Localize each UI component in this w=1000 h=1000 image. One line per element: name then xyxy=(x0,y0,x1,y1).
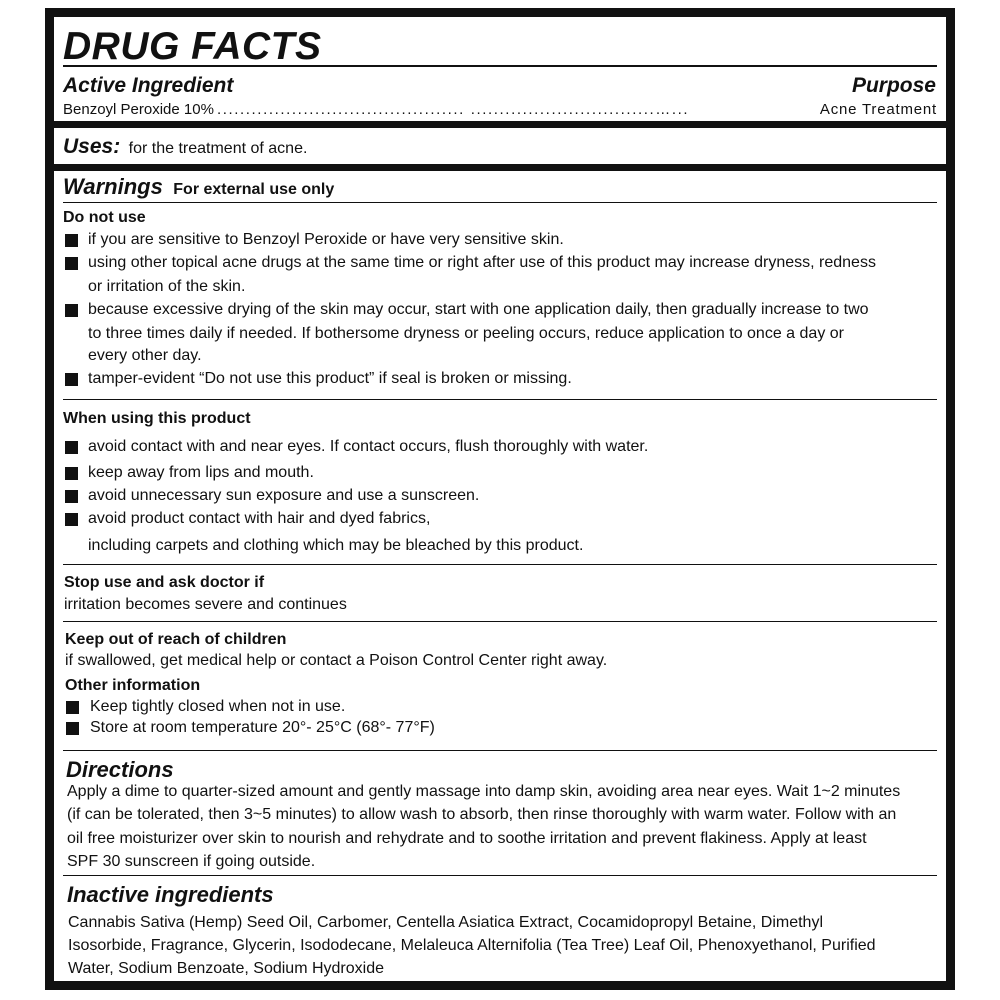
do-not-use-item: if you are sensitive to Benzoyl Peroxide or have very sensitive skin. xyxy=(88,231,564,248)
bullet xyxy=(65,513,78,526)
bullet xyxy=(65,467,78,480)
active-ingredient-name: Benzoyl Peroxide 10% xyxy=(63,101,214,118)
when-using-heading: When using this product xyxy=(63,410,251,427)
keep-out-heading: Keep out of reach of children xyxy=(65,631,287,648)
uses-text: for the treatment of acne. xyxy=(128,140,308,157)
when-using-item: avoid unnecessary sun exposure and use a sunscreen. xyxy=(88,487,480,504)
when-using-item: avoid contact with and near eyes. If contact occurs, flush thoroughly with water. xyxy=(88,438,649,455)
directions-heading: Directions xyxy=(66,757,174,782)
when-using-item: keep away from lips and mouth. xyxy=(88,464,314,481)
bullet xyxy=(65,373,78,386)
uses-section xyxy=(54,136,946,158)
do-not-use-item: tamper-evident “Do not use this product” if seal is broken or missing. xyxy=(88,370,572,387)
active-ingredient-row xyxy=(54,101,946,118)
divider xyxy=(63,65,937,67)
section-divider xyxy=(54,164,946,171)
purpose-heading: Purpose xyxy=(851,74,936,97)
bullet xyxy=(65,490,78,503)
inactive-heading-row xyxy=(67,884,946,907)
warnings-subheading: For external use only xyxy=(173,181,335,198)
active-ingredient-header xyxy=(54,75,946,97)
other-info-item: Keep tightly closed when not in use. xyxy=(90,698,346,715)
other-info-heading: Other information xyxy=(65,677,201,694)
directions-heading-row xyxy=(66,759,946,782)
inactive-line: Isosorbide, Fragrance, Glycerin, Isododecane, Melaleuca Alternifolia (Tea Tree) Leaf Oil, Phenoxyethanol, Purified xyxy=(68,937,876,954)
bullet xyxy=(65,441,78,454)
bullet xyxy=(65,304,78,317)
inactive-line: Cannabis Sativa (Hemp) Seed Oil, Carbomer, Centella Asiatica Extract, Cocamidopropyl Betaine, Dimethyl xyxy=(68,914,823,931)
inactive-line: Water, Sodium Benzoate, Sodium Hydroxide xyxy=(68,960,385,977)
page-title: DRUG FACTS xyxy=(63,25,322,68)
when-using-item: avoid product contact with hair and dyed fabrics, xyxy=(88,510,431,527)
do-not-use-item: because excessive drying of the skin may occur, start with one application daily, then gradually increase to two xyxy=(88,301,869,318)
page-title-row xyxy=(54,27,946,66)
divider xyxy=(63,750,937,751)
divider xyxy=(63,875,937,876)
do-not-use-item-continued: every other day. xyxy=(88,347,202,364)
do-not-use-item: using other topical acne drugs at the same time or right after use of this product may increase dryness, redness xyxy=(88,254,876,271)
bullet xyxy=(65,234,78,247)
when-using-item-continued: including carpets and clothing which may be bleached by this product. xyxy=(88,537,584,554)
directions-line: SPF 30 sunscreen if going outside. xyxy=(67,853,316,870)
other-info-item: Store at room temperature 20°- 25°C (68°- 77°F) xyxy=(90,719,435,736)
warnings-header xyxy=(54,176,946,199)
active-ingredient-purpose: Acne Treatment xyxy=(819,101,937,118)
leader-dots: ........................................... ................................…... xyxy=(216,101,690,118)
keep-out-text: if swallowed, get medical help or contact a Poison Control Center right away. xyxy=(65,652,608,669)
do-not-use-item-continued: to three times daily if needed. If bothersome dryness or peeling occurs, reduce application to once a day or xyxy=(88,325,844,342)
bullet xyxy=(65,257,78,270)
drug-facts-panel xyxy=(45,8,955,990)
inactive-heading: Inactive ingredients xyxy=(67,882,274,907)
bullet xyxy=(66,701,79,714)
active-ingredient-heading: Active Ingredient xyxy=(63,74,234,97)
directions-line: oil free moisturizer over skin to nourish and rehydrate and to soothe irritation and prevent flakiness. Apply at least xyxy=(67,830,867,847)
do-not-use-item-continued: or irritation of the skin. xyxy=(88,278,246,295)
directions-line: Apply a dime to quarter-sized amount and gently massage into damp skin, avoiding area near eyes. Wait 1~2 minutes xyxy=(67,783,901,800)
warnings-heading: Warnings xyxy=(63,174,163,199)
do-not-use-heading: Do not use xyxy=(63,209,146,226)
bullet xyxy=(66,722,79,735)
directions-line: (if can be tolerated, then 3~5 minutes) to allow wash to absorb, then rinse thoroughly with warm water. Follow with an xyxy=(67,806,897,823)
section-divider xyxy=(54,121,946,128)
divider xyxy=(63,564,937,565)
divider xyxy=(63,399,937,400)
stop-use-text: irritation becomes severe and continues xyxy=(64,596,347,613)
stop-use-heading: Stop use and ask doctor if xyxy=(64,574,265,591)
divider xyxy=(63,621,937,622)
uses-label: Uses: xyxy=(63,135,121,158)
divider xyxy=(63,202,937,203)
